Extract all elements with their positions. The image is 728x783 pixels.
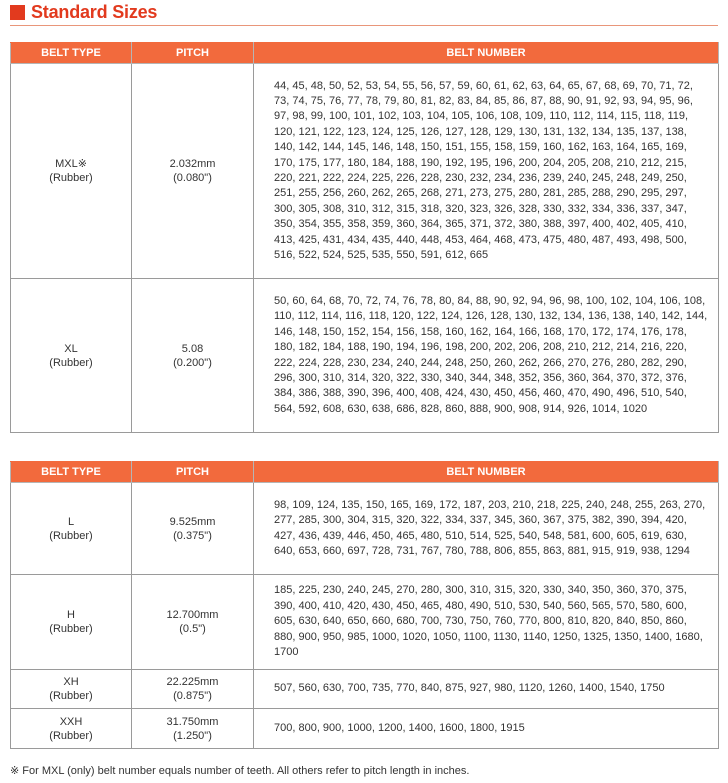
table-row [11, 483, 719, 575]
belt-numbers: 50, 60, 64, 68, 70, 72, 74, 76, 78, 80, 84, 88, 90, 92, 94, 96, 98, 100, 102, 104, 106, 108, 110, 112, 114, 116, 118, 120, 122, 124, 126, 128, 130, 132, 134, 136, 138, 140, 142, 144, 146, 148, 150, 152, 154, 156, 158, 160, 162, 164, 166, 168, 170, 172, 174, 176, 178, 180, 182, 184, 188, 190, 194, 196, 198, 200, 202, 206, 208, 210, 212, 214, 216, 220, 222, 224, 228, 230, 234, 240, 244, 248, 250, 260, 262, 266, 270, 276, 280, 282, 290, 296, 300, 310, 314, 320, 322, 330, 340, 344, 348, 352, 356, 360, 364, 370, 372, 376, 384, 386, 388, 390, 396, 400, 408, 424, 430, 450, 456, 460, 470, 490, 496, 510, 540, 564, 592, 608, 630, 638, 686, 828, 860, 888, 900, 908, 914, 926, 1014, 1020 [254, 279, 719, 433]
belt-material: (Rubber) [49, 623, 93, 635]
belt-type-cell [11, 279, 132, 433]
footnote: ※ For MXL (only) belt number equals number of teeth. All others refer to pitch length in inches. [10, 765, 470, 777]
pitch-cell [132, 483, 254, 575]
pitch-mm: 31.750mm [166, 715, 219, 728]
belt-material: (Rubber) [49, 690, 93, 702]
belt-type-cell [11, 64, 132, 279]
belt-type-cell [11, 483, 132, 575]
page-title: Standard Sizes [31, 2, 158, 22]
belt-type: XXH [59, 715, 83, 728]
belt-table-2 [10, 461, 719, 749]
belt-numbers: 44, 45, 48, 50, 52, 53, 54, 55, 56, 57, 59, 60, 61, 62, 63, 64, 65, 67, 68, 69, 70, 71, 72, 73, 74, 75, 76, 77, 78, 79, 80, 81, 82, 83, 84, 85, 86, 87, 88, 90, 91, 92, 93, 94, 95, 96, 97, 98, 99, 100, 101, 102, 103, 104, 105, 106, 108, 109, 110, 112, 114, 115, 118, 119, 120, 121, 122, 123, 124, 125, 126, 127, 128, 129, 130, 131, 132, 134, 135, 137, 138, 140, 142, 144, 145, 146, 148, 150, 151, 155, 158, 159, 160, 162, 163, 164, 165, 169, 170, 175, 177, 180, 184, 188, 190, 192, 195, 196, 200, 204, 205, 208, 210, 212, 215, 220, 221, 222, 224, 225, 226, 228, 230, 232, 234, 236, 239, 240, 245, 248, 249, 250, 251, 255, 256, 260, 262, 265, 268, 271, 273, 275, 280, 281, 285, 288, 290, 295, 297, 300, 305, 308, 310, 312, 315, 318, 320, 323, 326, 328, 330, 332, 334, 336, 337, 347, 350, 354, 355, 358, 359, 360, 364, 365, 371, 372, 380, 388, 397, 400, 402, 405, 410, 413, 425, 431, 434, 435, 440, 448, 453, 464, 468, 473, 475, 480, 487, 493, 498, 500, 516, 522, 524, 525, 535, 550, 591, 612, 665 [254, 64, 719, 279]
pitch-in: (0.200") [173, 356, 212, 369]
pitch-cell [132, 709, 254, 749]
header-belt-number: BELT NUMBER [254, 462, 719, 483]
belt-type: MXL※ [55, 158, 87, 170]
title-bullet-icon [10, 5, 25, 20]
belt-numbers: 507, 560, 630, 700, 735, 770, 840, 875, 927, 980, 1120, 1260, 1400, 1540, 1750 [254, 670, 719, 709]
belt-table-1 [10, 42, 719, 433]
pitch-mm: 22.225mm [166, 676, 219, 688]
belt-type-cell [11, 709, 132, 749]
pitch-in: (0.375") [173, 529, 212, 542]
belt-type: XH [63, 676, 79, 688]
belt-material: (Rubber) [49, 529, 93, 542]
pitch-in: (0.080") [173, 172, 212, 184]
table-header-row [11, 462, 719, 483]
belt-type-cell [11, 575, 132, 670]
table-row [11, 709, 719, 749]
pitch-in: (0.5") [179, 623, 206, 635]
belt-type: XL [64, 342, 78, 355]
belt-type: H [67, 609, 75, 621]
pitch-mm: 9.525mm [169, 515, 216, 528]
pitch-cell [132, 64, 254, 279]
belt-material: (Rubber) [49, 356, 93, 369]
belt-numbers: 185, 225, 230, 240, 245, 270, 280, 300, 310, 315, 320, 330, 340, 350, 360, 370, 375, 390, 400, 410, 420, 430, 450, 465, 480, 490, 510, 530, 540, 560, 565, 570, 580, 600, 605, 630, 640, 650, 660, 680, 700, 730, 750, 760, 770, 800, 810, 820, 840, 850, 860, 880, 900, 950, 985, 1000, 1020, 1050, 1100, 1130, 1140, 1250, 1325, 1350, 1400, 1680, 1700 [254, 575, 719, 670]
belt-material: (Rubber) [49, 729, 93, 742]
section-header [0, 0, 728, 28]
belt-numbers: 700, 800, 900, 1000, 1200, 1400, 1600, 1800, 1915 [254, 709, 719, 749]
table-row [11, 279, 719, 433]
pitch-mm: 5.08 [181, 342, 204, 355]
pitch-in: (1.250") [173, 729, 212, 742]
pitch-cell [132, 575, 254, 670]
header-belt-type: BELT TYPE [11, 462, 132, 483]
pitch-mm: 2.032mm [169, 158, 216, 170]
pitch-cell [132, 670, 254, 709]
header-belt-type: BELT TYPE [11, 43, 132, 64]
pitch-cell [132, 279, 254, 433]
pitch-in: (0.875") [173, 690, 212, 702]
table-header-row [11, 43, 719, 64]
header-pitch: PITCH [132, 462, 254, 483]
table-row [11, 670, 719, 709]
belt-type: L [67, 515, 75, 528]
table-row [11, 64, 719, 279]
belt-type-cell [11, 670, 132, 709]
header-belt-number: BELT NUMBER [254, 43, 719, 64]
pitch-mm: 12.700mm [166, 609, 219, 621]
belt-material: (Rubber) [49, 172, 93, 184]
belt-numbers: 98, 109, 124, 135, 150, 165, 169, 172, 187, 203, 210, 218, 225, 240, 248, 255, 263, 270, 277, 285, 300, 304, 315, 320, 322, 334, 337, 345, 360, 367, 375, 382, 390, 394, 420, 427, 436, 439, 446, 450, 465, 480, 510, 514, 525, 540, 548, 581, 600, 605, 619, 630, 640, 653, 660, 697, 728, 731, 767, 780, 788, 806, 855, 863, 881, 915, 919, 938, 1294 [254, 483, 719, 575]
header-pitch: PITCH [132, 43, 254, 64]
title-divider [10, 25, 718, 26]
table-row [11, 575, 719, 670]
